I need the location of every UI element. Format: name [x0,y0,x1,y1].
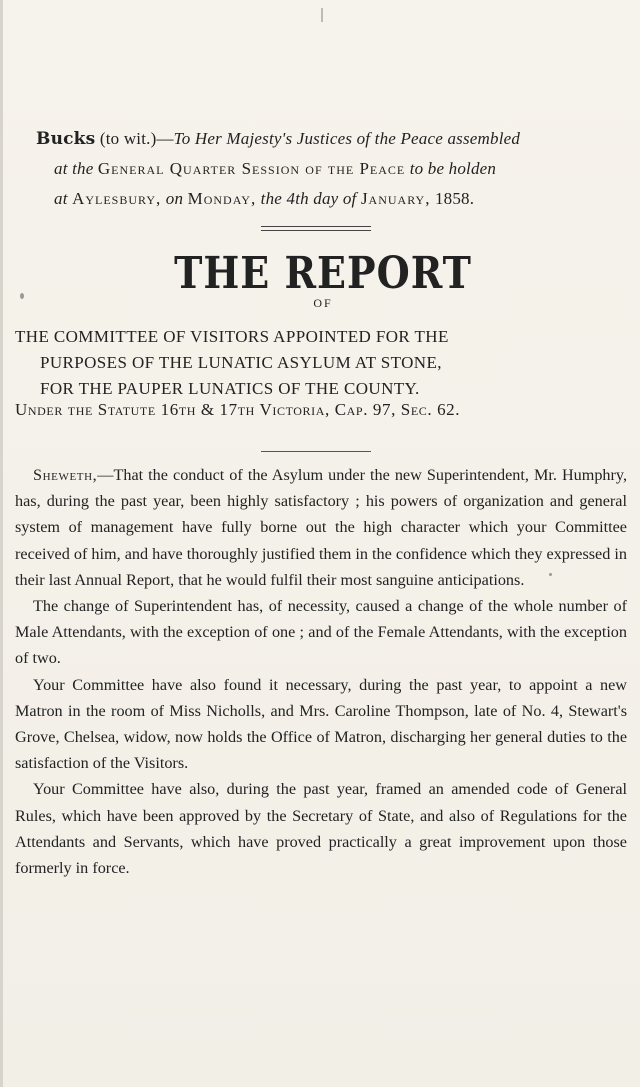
paragraph-2: The change of Superintendent has, of necessity, caused a change of the whole number of Male Attendants, with the exception of one ; and of the Female Attendants, with the exception of two. [15,597,627,668]
scan-speck [549,573,552,576]
address-line-3 [36,184,616,214]
at: at [54,189,68,208]
of-label: OF [313,296,333,310]
report-body [15,462,627,881]
day-of: the 4th day of [260,189,357,208]
paragraph-3: Your Committee have also found it necessary, during the past year, to appoint a new Matron in the room of Miss Nicholls, and Mrs. Caroline Thompson, late of No. 4, Stewart's Grove, Chelsea, widow, now holds the Office of Matron, discharging her general duties to the satisfaction of the Visitors. [15,675,627,773]
county-paren: (to wit.) [99,129,157,148]
committee-line-3: FOR THE PAUPER LUNATICS OF THE COUNTY. [40,379,420,398]
single-rule-divider [261,451,371,452]
weekday: Monday, [187,189,257,208]
on: on [165,189,184,208]
sheweth-lead: Sheweth, [33,466,98,484]
session-name: General Quarter Session of the Peace [97,159,406,178]
report-title: THE REPORT [174,246,472,299]
scan-speck [20,293,24,299]
place: Aylesbury, [72,189,162,208]
statute-line: Under the Statute 16th & 17th Victoria, Cap. 97, Sec. 62. [15,400,461,419]
address-block [36,124,616,214]
at-the: at the [54,159,94,178]
dash: — [156,129,174,148]
double-rule-divider [261,226,371,231]
address-justices: To Her Majesty's Justices of the Peace assembled [173,129,521,148]
paragraph-1-text: —That the conduct of the Asylum under the new Superintendent, Mr. Humphry, has, during the past year, been highly satisfactory ; his powers of organization and general system of management have fully borne out the high character which your Committee received of him, and have thoroughly justified them in the confidence which they expressed in their last Annual Report, that he would fulfil their most sanguine anticipations. [15,466,627,589]
paragraph-1 [15,462,627,593]
committee-heading [15,324,627,402]
paragraph-4: Your Committee have also, during the past year, framed an amended code of General Rules, which have been approved by the Secretary of State, and also of Regulations for the Attendants and Servants, which have proved practically a great improvement upon those formerly in force. [15,780,627,878]
committee-line-1: THE COMMITTEE OF VISITORS APPOINTED FOR THE [15,327,449,346]
year: 1858. [434,189,475,208]
address-line-2 [36,154,616,184]
to-be-holden: to be holden [409,159,497,178]
county-name: Bucks [36,129,96,149]
address-line-1 [36,124,616,154]
scan-speck [321,8,323,22]
month: January, [360,189,431,208]
committee-line-2: PURPOSES OF THE LUNATIC ASYLUM AT STONE, [40,353,442,372]
